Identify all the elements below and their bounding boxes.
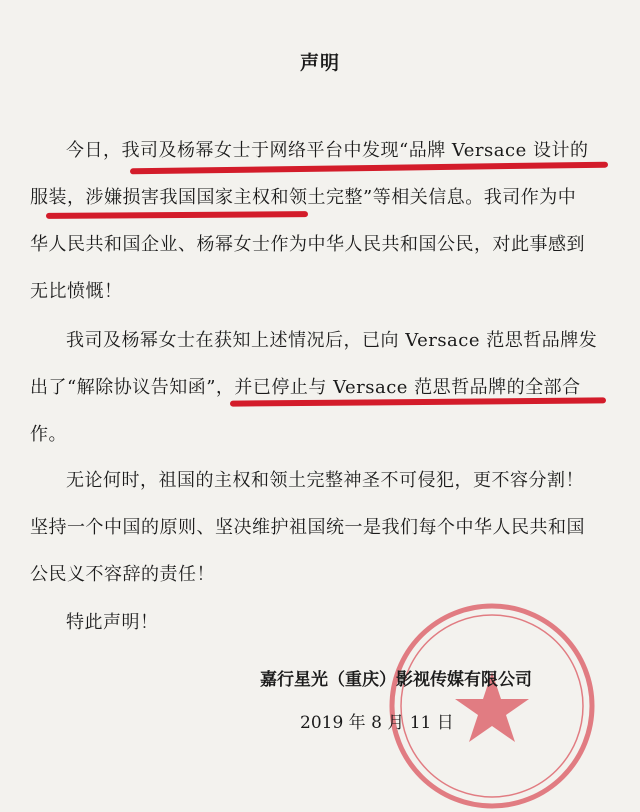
company-name: 嘉行星光（重庆）影视传媒有限公司 — [260, 670, 532, 690]
paragraph-3-line-3: 公民义不容辞的责任！ — [30, 564, 215, 585]
paragraph-3-line-1: 无论何时，祖国的主权和领土完整神圣不可侵犯，更不容分割！ — [66, 470, 584, 491]
paragraph-3-line-2: 坚持一个中国的原则、坚决维护祖国统一是我们每个中华人民共和国 — [30, 517, 585, 538]
paragraph-1-line-4: 无比愤慨！ — [30, 281, 123, 302]
paragraph-4-line-1: 特此声明！ — [66, 612, 159, 633]
paragraph-1-line-1: 今日，我司及杨幂女士于网络平台中发现“品牌 Versace 设计的 — [66, 140, 589, 161]
paragraph-2-line-3: 作。 — [30, 424, 67, 445]
document-title: 声明 — [299, 52, 340, 74]
document-date: 2019 年 8 月 11 日 — [300, 713, 454, 733]
paragraph-1-line-3: 华人民共和国企业、杨幂女士作为中华人民共和国公民，对此事感到 — [30, 234, 585, 255]
paragraph-2-line-1: 我司及杨幂女士在获知上述情况后，已向 Versace 范思哲品牌发 — [66, 330, 598, 351]
company-seal — [386, 600, 598, 812]
paragraph-1-line-2: 服装，涉嫌损害我国国家主权和领土完整”等相关信息。我司作为中 — [30, 187, 577, 208]
paragraph-2-line-2: 出了“解除协议告知函”，并已停止与 Versace 范思哲品牌的全部合 — [30, 377, 581, 398]
highlight-underline-1 — [130, 162, 608, 175]
highlight-underline-2 — [46, 211, 308, 219]
